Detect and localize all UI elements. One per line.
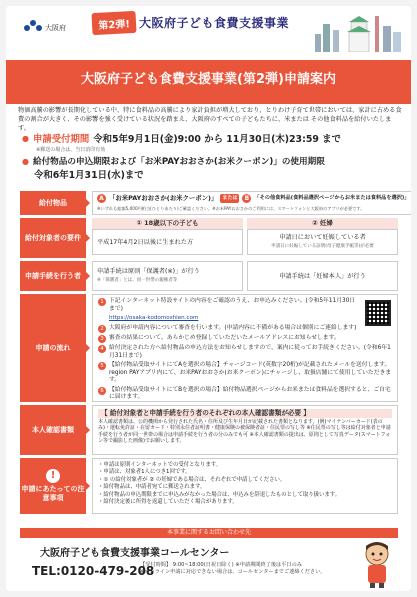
step-number: 5 [98, 362, 106, 370]
step-text: 【給付物品受取サイトにてAを選択の場合】チャージコード(英数字20桁)が記載されたメールを送付します。region PAYアプリ内にて、お米PAYおおさか(お米クーポン)にチャージし、取扱店舗にて使用していただきます。 [109, 362, 392, 383]
goods-options [97, 194, 409, 203]
option-a-text: 「お米PAYおおさか(お米クーポン)」 [109, 194, 218, 202]
row-applicant [20, 261, 398, 291]
caution-item: ・給付決定後に所得を返還していただく場合があります。 [98, 499, 238, 506]
caution-item: ・申請は原則インターネットでの受付となります。 [98, 462, 222, 468]
header-title: 大阪府子ども食費支援事業 [139, 16, 290, 30]
bullet-icon: ● [22, 156, 29, 166]
osaka-logo-icon [24, 20, 42, 36]
row-identity-header: 本人確認書類 [20, 405, 86, 455]
target-pregnant [247, 218, 398, 258]
target-pregnant-head: ② 妊婦 [247, 218, 398, 229]
step-number: 1 [98, 298, 106, 306]
step-text: 大阪府が申請内容について審査を行います。(申請内容に不備がある場合は個別にご連絡します) [109, 325, 357, 331]
row-target-content [92, 218, 398, 258]
applicant-guardian-text: 申請手続は原則「保護者(※)」が行う [97, 268, 200, 275]
footer-note: ※オンライン申請に対応できない場合は、コールセンターまでご連絡ください。 [140, 569, 326, 575]
site-url-link[interactable]: https://osaka-kodomoshien.com [109, 315, 199, 321]
use-deadline-value-row [22, 167, 397, 181]
row-applicant-header: 申請手続を行う者 [20, 261, 86, 291]
use-deadline [22, 155, 397, 167]
apply-period-value: 令和5年9月1日(金)9:00 から 11月30日(木)23:59 まで [93, 134, 341, 145]
exclamation-icon: ! [46, 469, 60, 483]
flow-step-6 [98, 387, 392, 402]
qr-code-icon[interactable] [365, 300, 391, 326]
row-target [20, 218, 398, 258]
target-pregnant-note: 申請日に妊娠している証明(母子健康手帳等)が必要 [271, 244, 374, 249]
target-pregnant-text: 申請日において妊娠している者 [279, 234, 366, 241]
step-number: 6 [98, 387, 106, 395]
row-caution [20, 458, 398, 514]
footer [20, 528, 398, 588]
caution-item: ・給付物品の申込期限までに申込みがなかった場合は、申込みを辞退したものとして取り扱います。 [98, 491, 341, 498]
target-children-head: ① 18歳以下の子ども [92, 218, 243, 229]
use-deadline-label: 給付物品の申込期限および「お米PAYおおさか(お米クーポン)」の使用期限 [32, 157, 325, 167]
or-label: または [222, 195, 238, 201]
step-number: 2 [98, 325, 106, 333]
row-target-header: 給付対象者の要件 [20, 218, 86, 258]
phone-number[interactable]: TEL:0120-479-208 [32, 564, 155, 578]
osaka-castle-skyline-icon [315, 12, 403, 52]
row-identity [20, 405, 398, 455]
flow-step-2 [98, 325, 392, 333]
step-text: 給付決定された方へ給付物品の申込方法をお知らせしますので、案内に従ってお手続きください。(令和6年1月31日まで) [109, 345, 391, 359]
goods-note: ※いずれも総額5,000円相当(ひとりあたり)ご確認ください。※お米PAYおおさかのご利用には、スマートフォンと大阪府のアプリが必要です。 [97, 206, 365, 211]
phase-badge: 第2弾! [91, 11, 136, 35]
target-pregnant-cell [247, 229, 398, 255]
flow-step-5 [98, 362, 392, 385]
caution-item: ・給付物品は、申請者宛てに郵送されます。 [98, 484, 206, 491]
info-table [20, 191, 410, 517]
flow-steps [92, 294, 398, 402]
flow-step-4 [98, 345, 392, 360]
osaka-logo [24, 20, 66, 36]
target-children-text: 平成17年4月2日以後に生まれた方 [92, 229, 243, 255]
row-caution-header-text: 申請にあたっての注意事項 [21, 485, 85, 502]
row-goods [20, 191, 410, 215]
logo-text: 大阪府 [45, 24, 66, 32]
flyer-page [6, 6, 411, 591]
call-center-name: 大阪府子ども食費支援事業コールセンター [40, 548, 230, 559]
identity-content [92, 405, 398, 455]
flow-step-3 [98, 335, 392, 343]
use-deadline-value: 令和6年1月31日(水)まで [34, 170, 144, 181]
applicant-guardian [92, 261, 243, 291]
row-applicant-content [92, 261, 398, 291]
apply-period-note: ※郵送の場合は、当日消印有効 [36, 147, 106, 153]
identity-title: 【 給付対象者と申請手続を行う者のそれぞれの本人確認書類が必要 】 [98, 409, 392, 418]
step-number: 4 [98, 345, 106, 353]
page-title: 大阪府子ども食費支援事業(第2弾)申請案内 [81, 72, 336, 87]
intro-text: 物価高騰の影響が長期化している中、特に食料品の高騰により家計負担が増大しており、とりわけ子育て世帯においては、家計に占める食費の割合が大きく、その影響を強く受けている状況を踏まえ、大阪府のすべての子どもたちに、米または その他食料品を給付いたします。 [18, 107, 402, 132]
identity-text: 本人確認書類は、公的機関から発行された氏名・住所及び生年月日が記載された書類となります。(例)マイナンバーカード(表のみ)・運転免許証・在留カード・特別永住者証明書・健康保険の被保険者証・住民票の写し等 ※住民票の写し等は給付対象者と申請手続を行う者が同一世帯の場合は申請手続を行う者の分のみでも可 ※本人確認書類の提出は、原則として写真データ(スマートフォン等で撮影した画像)でお願いします。 [98, 418, 391, 444]
row-goods-content [92, 191, 411, 215]
step-text: 【給付物品受取サイトにてBを選択の場合】給付物品選択ページからお米または食料品を選択すると、ご自宅に届けます。 [109, 386, 391, 400]
caution-item: ・申請は、対象者1人につき1回です。 [98, 469, 191, 476]
footer-heading: 本事業に関するお問い合わせ先 [20, 528, 398, 538]
step-text: 下記インターネット特設サイトの内容をご確認のうえ、お申込みください。(令和5年11月30日まで) [109, 298, 356, 312]
mascot-character-icon [356, 540, 398, 588]
option-a-mark: A [97, 194, 106, 203]
option-b-text: 「その他食料品(食料品選択ページからお米または食料品を選択)」 [254, 195, 410, 201]
applicant-pregnant [247, 261, 398, 291]
apply-period-label: 申請受付期間 [32, 134, 90, 145]
row-flow [20, 294, 398, 402]
caution-list [92, 458, 398, 514]
flow-step-1 [98, 298, 392, 313]
target-children [92, 218, 243, 258]
key-dates [22, 131, 397, 181]
row-caution-header [20, 458, 86, 514]
header [6, 6, 411, 68]
bullet-icon: ● [22, 133, 29, 143]
footer-info [140, 562, 325, 576]
applicant-guardian-note: ※「保護者」とは、同一世帯の親権者等 [97, 278, 178, 283]
step-text: 審査の結果について、あらかじめ登録していただいたメールアドレスにお知らせします。 [109, 335, 340, 341]
option-b-mark: B [242, 194, 251, 203]
caution-item: ・① の給付対象者が ② の妊婦である場合は、それぞれで申請してください。 [98, 476, 286, 483]
hours-text: 【受付時間】 9:00~18:00(日祝日除く) ※申請期間終了後は平日のみ [140, 562, 302, 568]
applicant-pregnant-text: 申請手続は「妊婦本人」が行う [279, 272, 366, 280]
row-goods-header: 給付物品 [20, 191, 86, 215]
row-flow-header: 申請の流れ [20, 294, 86, 402]
step-number: 3 [98, 335, 106, 343]
apply-period [22, 131, 397, 145]
